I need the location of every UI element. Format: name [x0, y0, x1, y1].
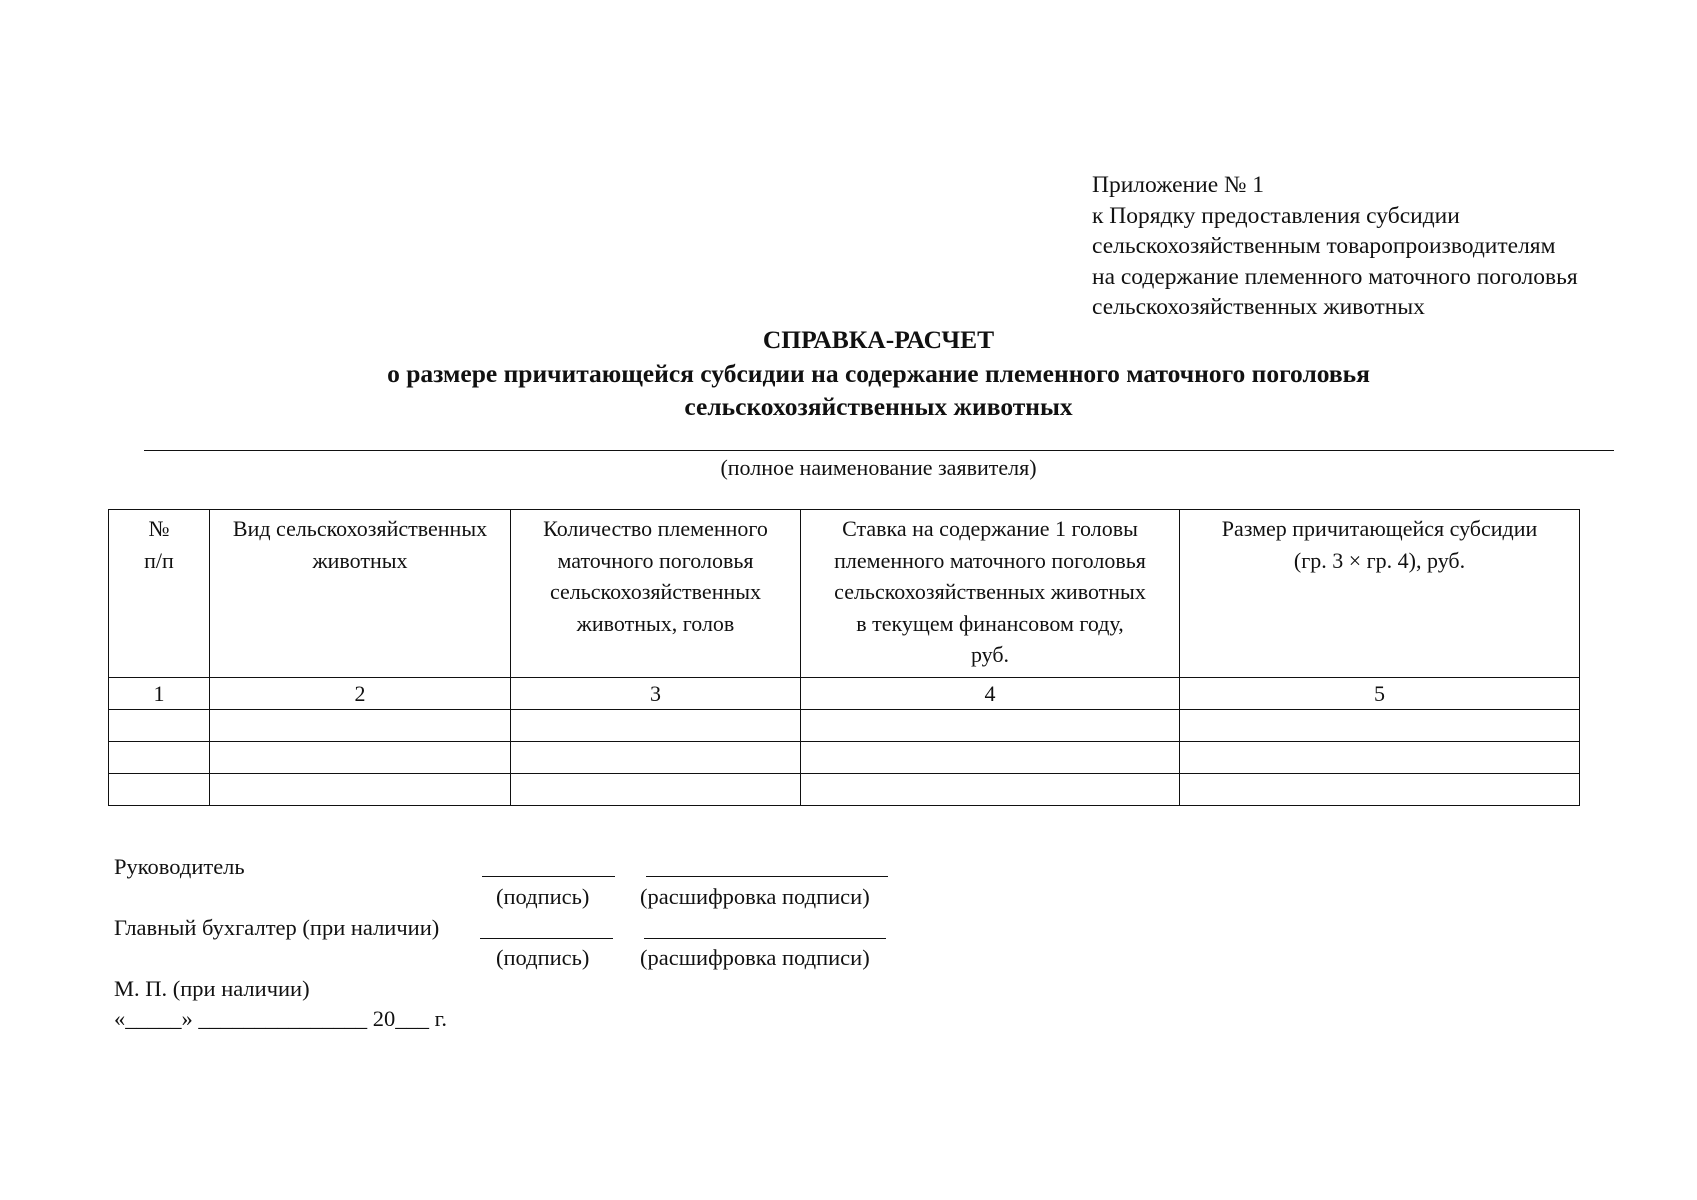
applicant-caption: (полное наименование заявителя) [720, 455, 1037, 480]
header-col-2 [210, 510, 511, 678]
header-text: (гр. 3 × гр. 4), руб. [1293, 547, 1466, 573]
table-cell[interactable] [109, 710, 210, 742]
table-cell[interactable] [210, 710, 511, 742]
head-signature-line[interactable] [482, 876, 615, 877]
header-text: сельскохозяйственных [549, 579, 762, 604]
date-line[interactable]: «_____» _______________ 20___ г. [114, 1006, 447, 1031]
applicant-name-line[interactable] [144, 450, 1614, 451]
header-text: Вид сельскохозяйственных [232, 516, 488, 541]
stamp-label: М. П. (при наличии) [114, 976, 310, 1001]
document-title [0, 323, 1697, 424]
head-decoding-caption: (расшифровка подписи) [640, 884, 870, 909]
head-decoding-line[interactable] [646, 876, 888, 877]
accountant-decoding-caption: (расшифровка подписи) [640, 945, 870, 970]
annex-line: на содержание племенного маточного поголовья [1092, 263, 1578, 290]
annex-line: сельскохозяйственным товаропроизводителям [1092, 233, 1556, 259]
header-text: руб. [970, 642, 1010, 667]
header-text: племенного маточного поголовья [834, 547, 1146, 573]
annex-line: Приложение № 1 [1092, 172, 1265, 198]
header-text: животных, голов [576, 610, 735, 636]
table-cell[interactable] [1180, 742, 1580, 774]
table-cell[interactable] [1180, 710, 1580, 742]
table-cell[interactable] [801, 710, 1180, 742]
table-cell[interactable] [511, 742, 801, 774]
table-cell[interactable] [511, 710, 801, 742]
header-text: № [148, 516, 170, 541]
annex-line: сельскохозяйственных животных [1092, 294, 1425, 320]
header-col-1 [109, 510, 210, 678]
table-cell[interactable] [210, 774, 511, 806]
calculation-table [108, 509, 1580, 806]
header-text: Количество племенного [543, 516, 768, 541]
title-line-3: сельскохозяйственных животных [684, 392, 1073, 421]
title-line-2: о размере причитающейся субсидии на содержание племенного маточного поголовья [387, 358, 1370, 388]
annex-line: к Порядку предоставления субсидии [1092, 202, 1460, 229]
header-text: п/п [144, 547, 174, 573]
accountant-signature-caption: (подпись) [496, 945, 590, 970]
table-cell[interactable] [210, 742, 511, 774]
header-text: маточного поголовья [557, 547, 754, 573]
head-label: Руководитель [114, 854, 245, 879]
accountant-label: Главный бухгалтер (при наличии) [114, 915, 440, 940]
table-row [109, 742, 1580, 774]
table-row [109, 710, 1580, 742]
annex-block [1092, 170, 1578, 323]
column-number: 4 [801, 678, 1180, 710]
header-text: Размер причитающейся субсидии [1221, 516, 1538, 541]
header-text: сельскохозяйственных животных [834, 579, 1146, 604]
column-number-row [109, 678, 1580, 710]
table-cell[interactable] [511, 774, 801, 806]
header-col-3 [511, 510, 801, 678]
table-header-row [109, 510, 1580, 678]
table-cell[interactable] [801, 774, 1180, 806]
header-col-5 [1180, 510, 1580, 678]
table-cell[interactable] [801, 742, 1180, 774]
column-number: 3 [511, 678, 801, 710]
table-cell[interactable] [109, 774, 210, 806]
table-row [109, 774, 1580, 806]
header-text: Ставка на содержание 1 головы [842, 516, 1138, 541]
column-number: 2 [210, 678, 511, 710]
header-col-4 [801, 510, 1180, 678]
accountant-signature-line[interactable] [480, 938, 613, 939]
column-number: 5 [1180, 678, 1580, 710]
header-text: животных [312, 547, 408, 573]
head-signature-caption: (подпись) [496, 884, 590, 909]
column-number: 1 [109, 678, 210, 710]
header-text: в текущем финансовом году, [856, 610, 1124, 636]
table-cell[interactable] [1180, 774, 1580, 806]
title-line-1: СПРАВКА-РАСЧЕТ [762, 325, 995, 354]
table-cell[interactable] [109, 742, 210, 774]
accountant-decoding-line[interactable] [644, 938, 886, 939]
